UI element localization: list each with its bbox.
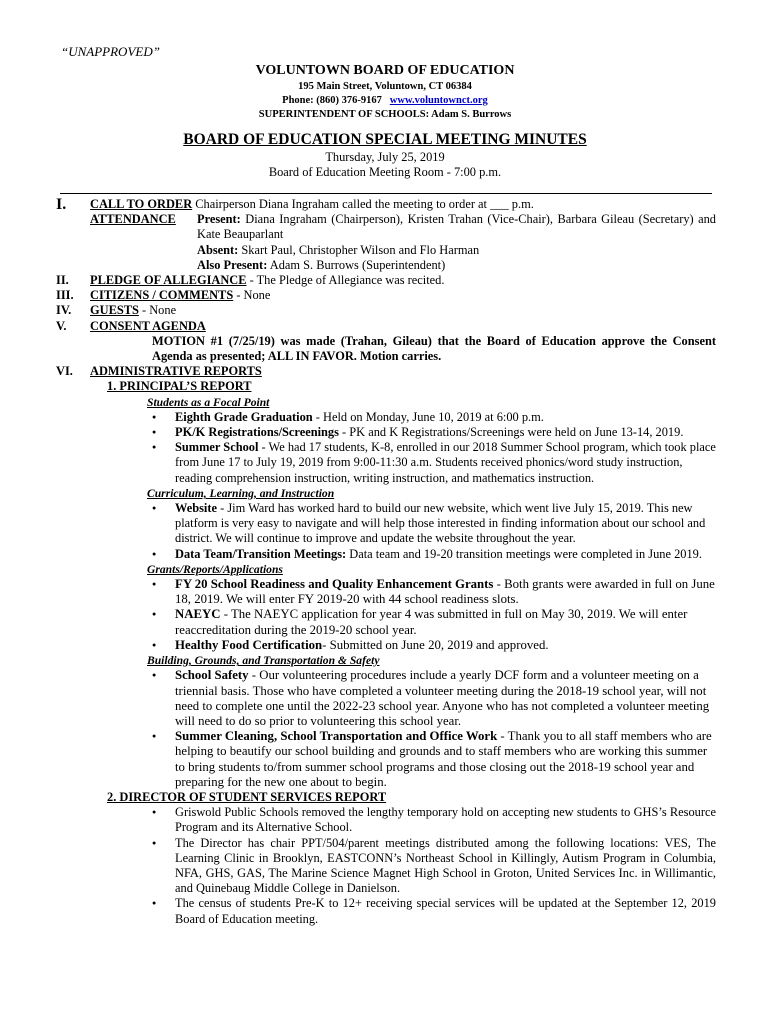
- letterhead: [0, 80, 770, 122]
- section-heading: GUESTS: [90, 303, 139, 318]
- list-item: ● Data Team/Transition Meetings: Data team and 19-20 transition meetings were completed in June 2019.: [152, 547, 716, 562]
- absent-label: Absent:: [197, 242, 239, 257]
- section-heading: ADMINISTRATIVE REPORTS: [90, 364, 262, 379]
- present-label: Present:: [197, 212, 241, 227]
- minutes-body: [56, 197, 716, 927]
- focal-point-list: [152, 410, 716, 486]
- list-item: ● The Director has chair PPT/504/parent meetings distributed among the following locations: VES, The Learning Clinic in Brooklyn, EASTCONN’s Northeast School in Killingly, Autism Program in Columbia, NFA, GHS, GAS, The Marine Science Magnet High School in Groton, United Services Inc. in Willimantic, and Quinebaug Middle College in Danielson.: [152, 836, 716, 897]
- section-admin-reports: [56, 364, 716, 379]
- section-pledge: [56, 273, 716, 288]
- building-list: [152, 668, 716, 790]
- section-number: II.: [56, 273, 69, 288]
- section-number: III.: [56, 288, 74, 303]
- subsection-title: Building, Grounds, and Transportation & Safety: [147, 654, 380, 668]
- grants-list: [152, 577, 716, 653]
- contact-line: [0, 94, 770, 108]
- director-list: [152, 805, 716, 927]
- section-number: VI.: [56, 364, 73, 379]
- list-item: ● Healthy Food Certification- Submitted on June 20, 2019 and approved.: [152, 638, 716, 653]
- subsection-title: Grants/Reports/Applications: [147, 562, 283, 576]
- phone: Phone: (860) 376-9167: [282, 95, 382, 106]
- list-item: ● Griswold Public Schools removed the lengthy temporary hold on accepting new students to GHS’s Resource Program and its Alternative School.: [152, 805, 716, 835]
- subsection-title: Curriculum, Learning, and Instruction: [147, 486, 335, 500]
- section-heading: CITIZENS / COMMENTS: [90, 288, 234, 303]
- list-item: ● Summer Cleaning, School Transportation and Office Work - Thank you to all staff members who are helping to beautify our school building and grounds and to staff members who are working this summer to bring students to/from summer school programs and those closing out the 2018-19 school year and preparing for the new one about to begin.: [152, 729, 716, 790]
- section-text: Chairperson Diana Ingraham called the meeting to order at ___ p.m.: [192, 197, 534, 211]
- section-consent-agenda: [56, 319, 716, 334]
- organization-name: VOLUNTOWN BOARD OF EDUCATION: [255, 63, 515, 78]
- also-present-text: Adam S. Burrows (Superintendent): [267, 257, 446, 272]
- present-text: Diana Ingraham (Chairperson), Kristen Trahan (Vice-Chair), Barbara Gileau (Secretary) and Kate Beauparlant: [197, 212, 716, 242]
- section-heading: CONSENT AGENDA: [90, 318, 206, 333]
- section-guests: [56, 303, 716, 318]
- list-item: ● NAEYC - The NAEYC application for year 4 was submitted in full on May 30, 2019. We will enter reaccreditation during the 2019-20 school year.: [152, 607, 716, 637]
- report-heading: 2. DIRECTOR OF STUDENT SERVICES REPORT: [107, 789, 387, 804]
- principal-report: [107, 379, 716, 394]
- list-item: ● Summer School - We had 17 students, K-8, enrolled in our 2018 Summer School program, which took place from June 17 to July 19, 2019 from 9:00-11:30 a.m. Students received phonics/word study instruction, reading comprehension instruction, writing instruction, and mathematics instruction.: [152, 440, 716, 486]
- list-item: ● FY 20 School Readiness and Quality Enhancement Grants - Both grants were awarded in full on June 18, 2019. We will enter FY 2019-20 with 44 school readiness slots.: [152, 577, 716, 607]
- section-number: IV.: [56, 303, 72, 318]
- meeting-location: Board of Education Meeting Room - 7:00 p.m.: [268, 165, 502, 179]
- list-item: ● The census of students Pre-K to 12+ receiving special services will be updated at the September 12, 2019 Board of Education meeting.: [152, 896, 716, 926]
- list-item: ● Website - Jim Ward has worked hard to build our new website, which went live July 15, 2019. This new platform is very easy to navigate and will help those interested in finding information about our school and district. We will continue to improve and update the website throughout the year.: [152, 501, 716, 547]
- section-number: I.: [56, 196, 67, 213]
- section-text: - None: [233, 288, 271, 303]
- absent-text: Skart Paul, Christopher Wilson and Flo Harman: [238, 242, 480, 257]
- report-heading: 1. PRINCIPAL’S REPORT: [107, 379, 252, 394]
- absent-line: [197, 243, 716, 258]
- section-heading: PLEDGE OF ALLEGIANCE: [90, 273, 247, 288]
- list-item: ● School Safety - Our volunteering procedures include a yearly DCF form and a volunteer meeting on a triennial basis. Those who have completed a volunteer meeting during the 2018-19 school year, will not need to complete one until the 2022-23 school year. Anyone who has not completed a volunteer meeting will need to do so prior to volunteering this school year.: [152, 668, 716, 729]
- attendance-label: ATTENDANCE: [90, 212, 176, 227]
- unapproved-stamp: “UNAPPROVED”: [61, 44, 160, 59]
- section-text: - The Pledge of Allegiance was recited.: [246, 273, 445, 288]
- section-call-to-order: [56, 197, 716, 212]
- also-present-label: Also Present:: [197, 257, 268, 272]
- document-title: BOARD OF EDUCATION SPECIAL MEETING MINUTES: [183, 131, 587, 148]
- curriculum-list: [152, 501, 716, 562]
- director-report: [107, 790, 716, 805]
- present-line: [197, 212, 716, 242]
- meeting-date: Thursday, July 25, 2019: [325, 150, 445, 164]
- also-present-line: [197, 258, 716, 273]
- meeting-meta: [0, 150, 770, 180]
- list-item: ● PK/K Registrations/Screenings - PK and K Registrations/Screenings were held on June 13-14, 2019.: [152, 425, 716, 440]
- attendance: [56, 212, 716, 273]
- divider: [60, 193, 712, 194]
- section-heading: CALL TO ORDER: [90, 197, 193, 211]
- website-link[interactable]: www.voluntownct.org: [389, 95, 488, 106]
- section-citizens: [56, 288, 716, 303]
- subsection-title: Students as a Focal Point: [147, 395, 270, 409]
- list-item: ● Eighth Grade Graduation - Held on Monday, June 10, 2019 at 6:00 p.m.: [152, 410, 716, 425]
- motion-text: MOTION #1 (7/25/19) was made (Trahan, Gileau) that the Board of Education approve the Consent Agenda as presented; ALL IN FAVOR. Motion carries.: [152, 333, 716, 364]
- address: 195 Main Street, Voluntown, CT 06384: [298, 81, 472, 92]
- superintendent-line: SUPERINTENDENT OF SCHOOLS: Adam S. Burrows: [258, 109, 512, 120]
- section-text: - None: [138, 303, 177, 318]
- section-number: V.: [56, 318, 67, 333]
